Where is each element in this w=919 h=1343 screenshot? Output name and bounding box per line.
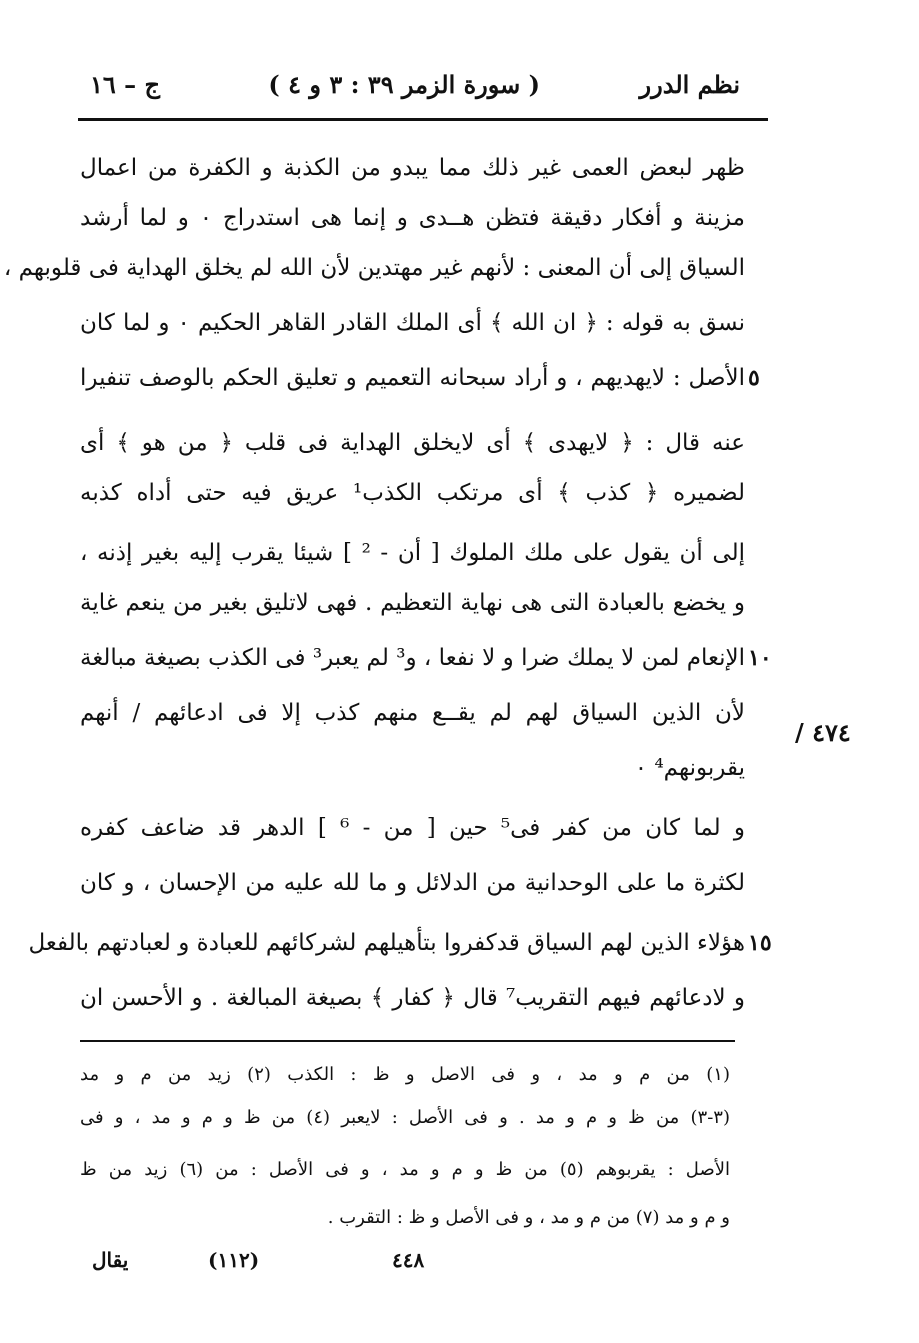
catchword: يقال bbox=[92, 1248, 129, 1272]
header-rule bbox=[78, 118, 768, 121]
line-number: ٥ bbox=[748, 365, 760, 391]
book-title: نظم الدرر bbox=[639, 70, 740, 99]
text-line: عنه قال : ﴿ لايهدى ﴾ أى لايخلق الهداية فى قلب ﴿ من هو ﴾ أى bbox=[80, 430, 745, 456]
text-line: السياق إلى أن المعنى : لأنهم غير مهتدين لأن الله لم يخلق الهداية فى قلوبهم ، bbox=[3, 255, 745, 281]
volume-number: ج – ١٦ bbox=[90, 70, 160, 99]
text-line: نسق به قوله : ﴿ ان الله ﴾ أى الملك القادر القاهر الحكيم ٠ و لما كان bbox=[80, 310, 745, 336]
text-line: لضميره ﴿ كذب ﴾ أى مرتكب الكذب¹ عريق فيه حتى أداه كذبه bbox=[80, 480, 745, 506]
text-line: و يخضع بالعبادة التى هى نهاية التعظيم . فهى لاتليق بغير من ينعم غاية bbox=[80, 590, 745, 616]
footnote-line: الأصل : يقربوهم (٥) من ظ و م و مد ، و فى الأصل : من (٦) زيد من ظ bbox=[80, 1159, 730, 1180]
text-line: و لادعائهم فيهم التقريب⁷ قال ﴿ كفار ﴾ بصيغة المبالغة . و الأحسن ان bbox=[80, 985, 746, 1011]
text-line: ظهر لبعض العمى غير ذلك مما يبدو من الكذبة و الكفرة من اعمال bbox=[80, 155, 745, 181]
text-line: لكثرة ما على الوحدانية من الدلائل و ما لله عليه من الإحسان ، و كان bbox=[80, 870, 745, 896]
page-number: ٤٤٨ bbox=[392, 1248, 425, 1272]
text-line: الإنعام لمن لا يملك ضرا و لا نفعا ، و³ لم يعبر³ فى الكذب بصيغة مبالغة bbox=[80, 645, 746, 671]
text-line: و لما كان من كفر فى⁵ حين [ من - ⁶ ] الدهر قد ضاعف كفره bbox=[80, 815, 746, 841]
footnote-rule bbox=[80, 1040, 735, 1042]
text-line: لأن الذين السياق لهم لم يقــع منهم كذب إلا فى ادعائهم / أنهم bbox=[80, 700, 745, 726]
surah-reference: ( سورة الزمر ٣٩ : ٣ و ٤ ) bbox=[268, 70, 540, 99]
line-number: ١٠ bbox=[748, 645, 772, 671]
footnote-line: و م و مد (٧) من م و مد ، و فى الأصل و ظ : التقرب . bbox=[327, 1207, 730, 1228]
text-line: إلى أن يقول على ملك الملوك [ أن - ² ] شيئا يقرب إليه بغير إذنه ، bbox=[80, 540, 746, 566]
margin-page-note: ٤٧٤ / bbox=[795, 718, 851, 747]
line-number: ١٥ bbox=[748, 930, 772, 956]
footnote-line: (٣-٣) من ظ و م و مد . و فى الأصل : لايعبر (٤) من ظ و م و مد ، و فى bbox=[80, 1107, 730, 1128]
text-line: هؤلاء الذين لهم السياق قدكفروا بتأهيلهم لشركائهم للعبادة و لعبادتهم بالفعل bbox=[28, 930, 745, 956]
text-line: مزينة و أفكار دقيقة فتظن هــدى و إنما هى استدراج ٠ و لما أرشد bbox=[80, 205, 745, 231]
folio-number: (١١٢) bbox=[208, 1248, 260, 1272]
text-line: الأصل : لايهديهم ، و أراد سبحانه التعميم و تعليق الحكم بالوصف تنفيرا bbox=[80, 365, 745, 391]
running-header bbox=[90, 70, 740, 110]
text-line: يقربونهم⁴ ٠ bbox=[634, 755, 745, 781]
footnote-line: (١) من م و مد ، و فى الاصل و ظ : الكذب (٢) زيد من م و مد bbox=[80, 1064, 730, 1085]
